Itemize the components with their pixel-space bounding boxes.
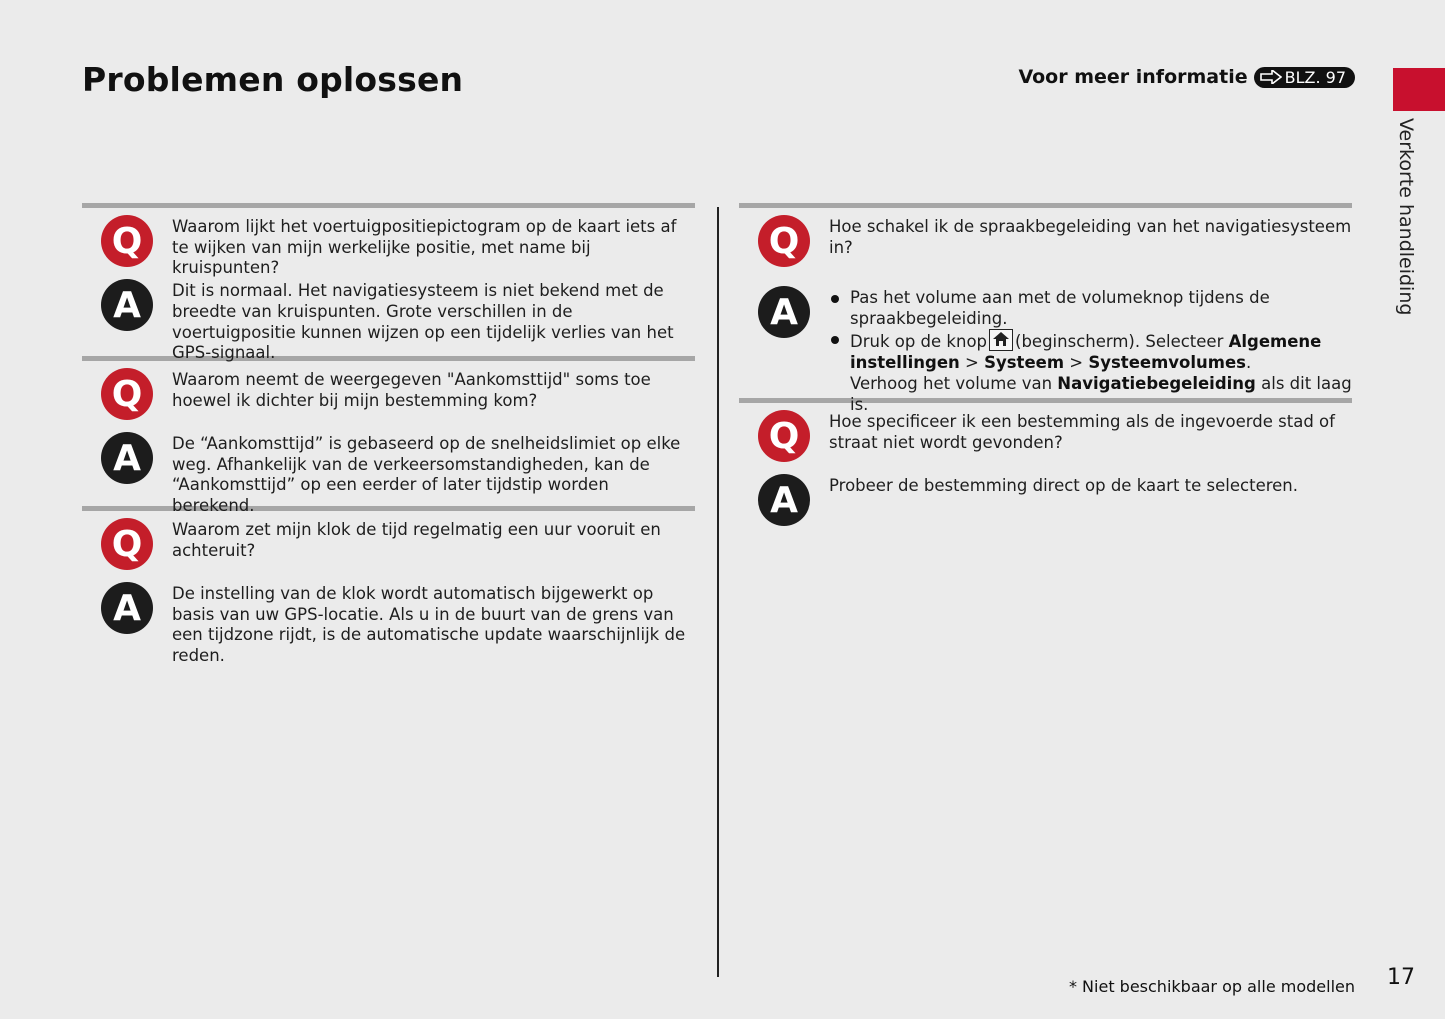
qa-block [82,203,695,363]
answer-badge-icon: A [101,432,153,484]
bullet-text: Druk op de knop [850,332,988,352]
question-text: Hoe specificeer ik een bestemming als de ingevoerde stad of straat niet wordt gevonden? [829,412,1335,452]
question-text: Waarom lijkt het voertuigpositiepictogram op de kaart iets af te wijken van mijn werkelijke positie, met name bij kruispunten? [172,217,677,278]
menu-path-system: Systeem [984,353,1065,373]
answer-row [739,286,1352,423]
qa-block [739,203,1352,414]
bullet-text: Verhoog het volume van [850,373,1053,393]
menu-path-general-settings: Algemene instellingen [850,332,1322,373]
menu-path-separator: > [1069,353,1084,373]
footnote: * Niet beschikbaar op alle modellen [1068,977,1355,996]
answer-text: De “Aankomsttijd” is gebaseerd op de snelheidslimiet op elke weg. Afhankelijk van de verkeersomstandigheden, kan de “Aankomsttijd” op een eerder of later tijdstip worden berekend. [172,434,681,516]
question-row [82,215,695,279]
question-badge-icon: Q [101,368,153,420]
bullet-text: . [1245,353,1252,373]
answer-badge-icon: A [101,582,153,634]
section-tab-label[interactable]: Verkorte handleiding [1395,118,1417,316]
question-row [82,368,695,432]
answer-row [82,279,695,372]
arrow-right-icon [1260,70,1282,84]
answer-text [829,286,1352,415]
answer-row [82,432,695,525]
answer-text: Dit is normaal. Het navigatiesysteem is niet bekend met de breedte van kruispunten. Grote verschillen in de voertuigpositie kunnen wijzen op een tijdelijk verlies van het GPS-signaal. [172,281,674,363]
page-reference-text: BLZ. 97 [1284,67,1346,87]
qa-block [82,356,695,516]
question-badge-icon: Q [101,518,153,570]
left-column [82,203,695,675]
question-row [739,410,1352,474]
menu-path-system-volumes: Systeemvolumes [1088,353,1246,373]
question-row [82,518,695,582]
question-text: Waarom neemt de weergegeven "Aankomsttijd" soms toe hoewel ik dichter bij mijn bestemming kom? [172,370,651,410]
answer-badge-icon: A [758,286,810,338]
page-number: 17 [1387,965,1415,990]
question-text: Waarom zet mijn klok de tijd regelmatig een uur vooruit en achteruit? [172,520,661,560]
answer-badge-icon: A [758,474,810,526]
answer-bullet-item: Pas het volume aan met de volumeknop tijdens de spraakbegeleiding. [829,288,1352,329]
qa-block [739,398,1352,534]
page-reference-link[interactable] [1254,67,1355,88]
question-badge-icon: Q [758,410,810,462]
column-divider [717,207,719,977]
menu-item-navigation-guidance: Navigatiebegeleiding [1057,373,1256,393]
question-row [739,215,1352,286]
answer-bullet-item [829,329,1352,415]
more-info-label: Voor meer informatie [1018,66,1248,88]
answer-text: De instelling van de klok wordt automatisch bijgewerkt op basis van uw GPS-locatie. Als u in de buurt van de grens van een tijdzone rijdt, is de automatische update waarschijnlijk de reden. [172,584,686,666]
answer-text: Probeer de bestemming direct op de kaart te selecteren. [829,476,1299,495]
answer-row [82,582,695,675]
answer-badge-icon: A [101,279,153,331]
section-tab-marker [1393,68,1445,111]
qa-block [82,506,695,675]
bullet-text: als dit laag is. [850,373,1352,414]
more-info-reference[interactable] [1018,66,1355,88]
menu-path-separator: > [965,353,979,373]
answer-bullet-list [829,288,1352,415]
bullet-text: (beginscherm). Selecteer [1015,332,1224,352]
page-title: Problemen oplossen [82,60,464,99]
question-badge-icon: Q [758,215,810,267]
question-text: Hoe schakel ik de spraakbegeleiding van het navigatiesysteem in? [829,217,1352,257]
right-column [739,203,1352,534]
question-badge-icon: Q [101,215,153,267]
home-button-icon [989,329,1013,351]
answer-row [739,474,1352,534]
